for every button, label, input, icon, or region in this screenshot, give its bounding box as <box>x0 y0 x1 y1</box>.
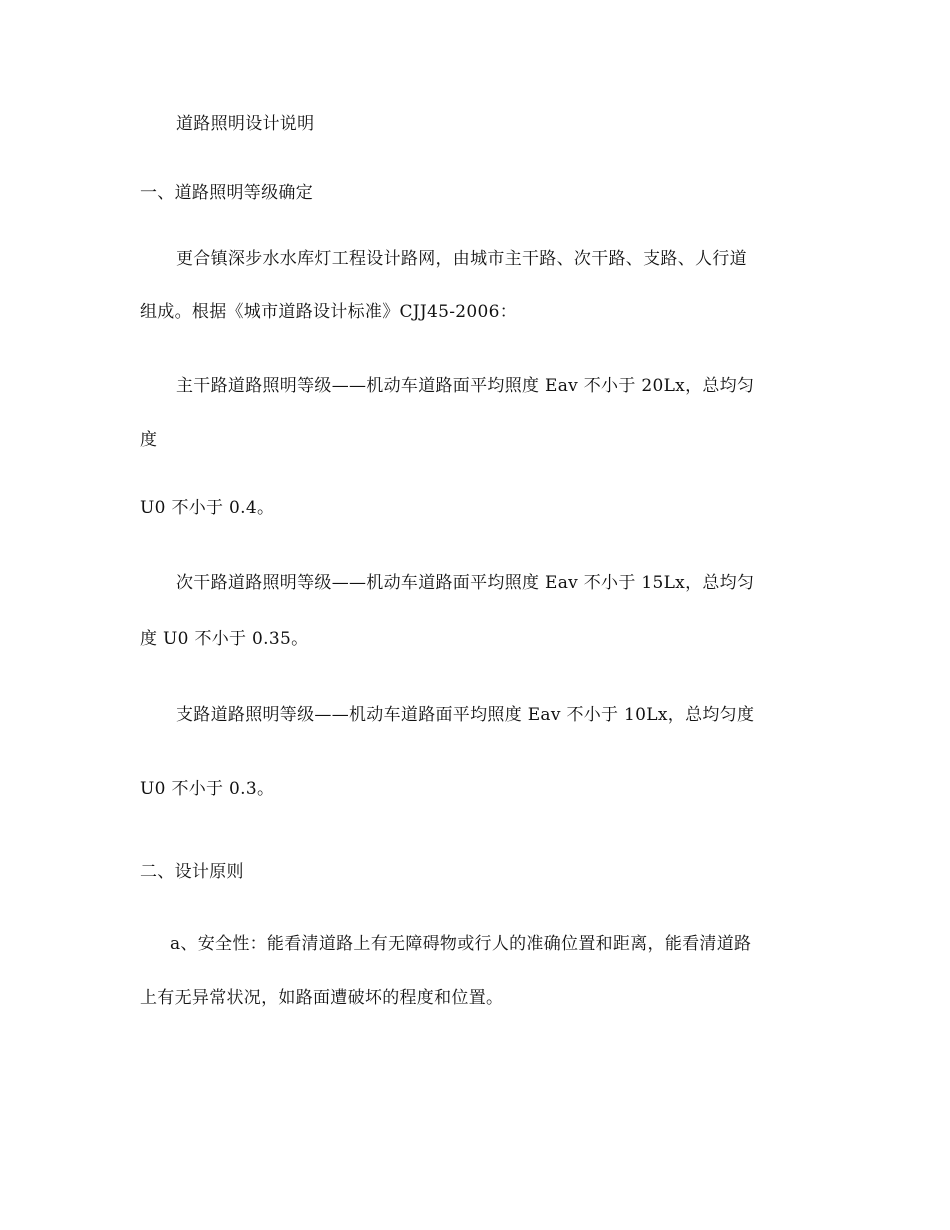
branch-road-line-2: U0 不小于 0.3。 <box>140 779 275 799</box>
section2-heading: 二、设计原则 <box>140 862 244 882</box>
safety-line-1: a、安全性：能看清道路上有无障碍物或行人的准确位置和距离，能看清道路 <box>170 934 752 954</box>
main-road-line-2: 度 <box>140 430 158 450</box>
intro-line-2: 组成。根据《城市道路设计标准》CJJ45-2006： <box>140 302 518 322</box>
main-road-line-1: 主干路道路照明等级——机动车道路面平均照度 Eav 不小于 20Lx，总均匀 <box>176 376 755 396</box>
branch-road-line-1: 支路道路照明等级——机动车道路面平均照度 Eav 不小于 10Lx，总均匀度 <box>176 705 755 725</box>
document-title: 道路照明设计说明 <box>176 114 315 134</box>
intro-line-1: 更合镇深步水水库灯工程设计路网，由城市主干路、次干路、支路、人行道 <box>176 249 747 269</box>
secondary-road-line-2: 度 U0 不小于 0.35。 <box>140 629 309 649</box>
section1-heading: 一、道路照明等级确定 <box>140 183 313 203</box>
safety-line-2: 上有无异常状况，如路面遭破坏的程度和位置。 <box>140 988 504 1008</box>
main-road-line-3: U0 不小于 0.4。 <box>140 498 275 518</box>
secondary-road-line-1: 次干路道路照明等级——机动车道路面平均照度 Eav 不小于 15Lx，总均匀 <box>176 573 755 593</box>
